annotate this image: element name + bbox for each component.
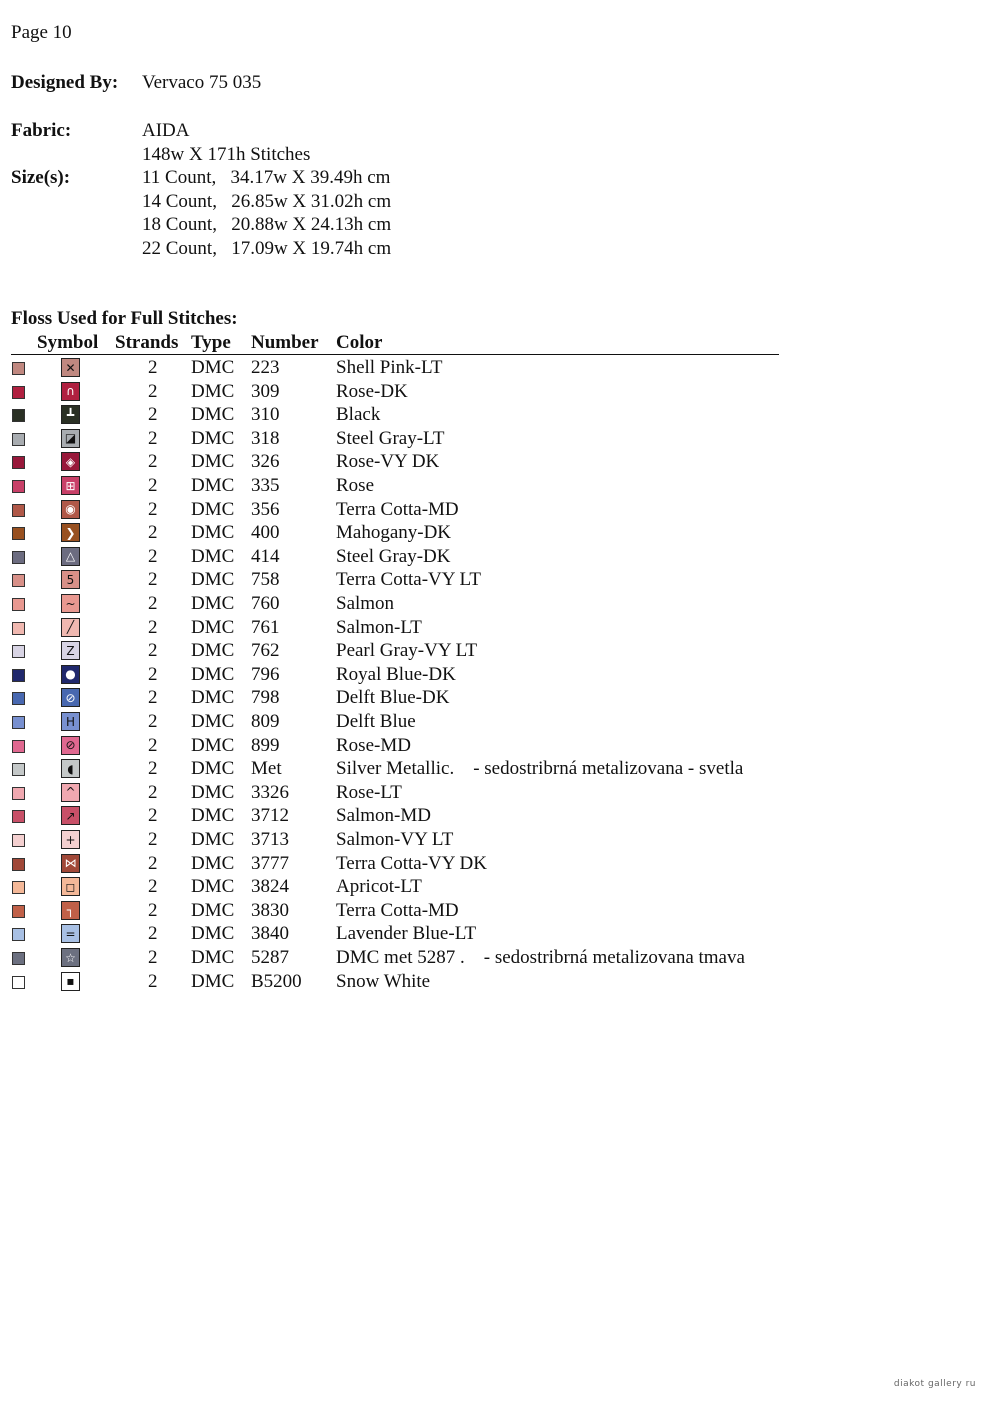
floss-strands: 2 bbox=[148, 711, 158, 732]
floss-type: DMC bbox=[191, 404, 235, 426]
color-swatch bbox=[12, 480, 25, 493]
stitch-symbol-icon: ┻ bbox=[61, 405, 80, 424]
floss-number: B5200 bbox=[251, 970, 302, 992]
floss-color: Delft Blue-DK bbox=[336, 687, 450, 709]
color-swatch bbox=[12, 928, 25, 941]
floss-number: 223 bbox=[251, 357, 280, 378]
floss-strands: 2 bbox=[148, 404, 158, 426]
floss-row bbox=[0, 593, 992, 617]
floss-number: 798 bbox=[251, 687, 280, 709]
floss-row bbox=[0, 971, 992, 995]
floss-type: DMC bbox=[191, 616, 235, 638]
color-swatch bbox=[12, 362, 25, 375]
floss-strands: 2 bbox=[148, 357, 158, 378]
stitch-symbol-icon: = bbox=[61, 924, 80, 943]
floss-type: DMC bbox=[191, 498, 235, 520]
floss-type: DMC bbox=[191, 545, 235, 567]
stitch-symbol-icon: △ bbox=[61, 547, 80, 566]
floss-number: 3326 bbox=[251, 781, 289, 803]
floss-type: DMC bbox=[191, 380, 235, 402]
color-swatch bbox=[12, 952, 25, 965]
floss-number: 796 bbox=[251, 663, 280, 685]
floss-color: Black bbox=[336, 404, 381, 426]
floss-number: 335 bbox=[251, 475, 280, 496]
floss-type: DMC bbox=[191, 475, 235, 496]
floss-type: DMC bbox=[191, 829, 235, 850]
fabric-label: Fabric: bbox=[11, 120, 72, 141]
floss-strands: 2 bbox=[148, 663, 158, 685]
floss-number: 809 bbox=[251, 711, 280, 732]
floss-type: DMC bbox=[191, 569, 235, 591]
color-swatch bbox=[12, 834, 25, 847]
floss-color: Salmon bbox=[336, 593, 395, 614]
stitch-symbol-icon: ∩ bbox=[61, 382, 80, 401]
floss-row bbox=[0, 853, 992, 877]
floss-strands: 2 bbox=[148, 427, 158, 449]
color-swatch bbox=[12, 456, 25, 469]
floss-type: DMC bbox=[191, 427, 235, 449]
floss-strands: 2 bbox=[148, 616, 158, 638]
color-swatch bbox=[12, 881, 25, 894]
color-swatch bbox=[12, 858, 25, 871]
stitch-symbol-icon: ⊞ bbox=[61, 476, 80, 495]
color-swatch bbox=[12, 386, 25, 399]
floss-color: Apricot-LT bbox=[336, 876, 422, 898]
header-strands: Strands bbox=[115, 332, 179, 353]
floss-color: Rose-VY DK bbox=[336, 451, 440, 473]
stitch-symbol-icon: ↗ bbox=[61, 806, 80, 825]
stitch-symbol-icon: ┐ bbox=[61, 901, 80, 920]
stitch-symbol-icon: ◻ bbox=[61, 877, 80, 896]
floss-strands: 2 bbox=[148, 852, 158, 874]
color-swatch bbox=[12, 504, 25, 517]
floss-type: DMC bbox=[191, 947, 235, 968]
designed-by-value: Vervaco 75 035 bbox=[142, 72, 262, 93]
floss-row bbox=[0, 923, 992, 947]
floss-color: Shell Pink-LT bbox=[336, 357, 443, 378]
floss-number: 758 bbox=[251, 569, 280, 591]
floss-color: Silver Metallic. - sedostribrná metalizovana - svetla bbox=[336, 758, 744, 780]
color-swatch bbox=[12, 598, 25, 611]
floss-number: 899 bbox=[251, 734, 280, 756]
stitch-symbol-icon: ◉ bbox=[61, 500, 80, 519]
fabric-value: AIDA bbox=[142, 120, 190, 141]
sizes-label: Size(s): bbox=[11, 167, 71, 188]
floss-number: 400 bbox=[251, 522, 280, 544]
floss-row bbox=[0, 381, 992, 405]
floss-strands: 2 bbox=[148, 569, 158, 591]
floss-strands: 2 bbox=[148, 970, 158, 992]
floss-row bbox=[0, 357, 992, 381]
watermark: diakot gallery ru bbox=[893, 1379, 976, 1389]
size-item: 22 Count, 17.09w X 19.74h cm bbox=[142, 238, 392, 259]
floss-row bbox=[0, 782, 992, 806]
floss-row bbox=[0, 805, 992, 829]
floss-number: 3777 bbox=[251, 852, 289, 874]
floss-number: 310 bbox=[251, 404, 280, 426]
color-swatch bbox=[12, 645, 25, 658]
floss-strands: 2 bbox=[148, 593, 158, 614]
floss-number: 3840 bbox=[251, 923, 289, 945]
color-swatch bbox=[12, 810, 25, 823]
floss-color: Salmon-VY LT bbox=[336, 829, 454, 850]
floss-color: Rose bbox=[336, 475, 374, 496]
floss-row bbox=[0, 404, 992, 428]
floss-row bbox=[0, 947, 992, 971]
color-swatch bbox=[12, 669, 25, 682]
floss-row bbox=[0, 711, 992, 735]
stitch-symbol-icon: ⊘ bbox=[61, 736, 80, 755]
floss-type: DMC bbox=[191, 923, 235, 945]
floss-row bbox=[0, 687, 992, 711]
color-swatch bbox=[12, 976, 25, 989]
floss-color: Terra Cotta-MD bbox=[336, 899, 459, 921]
floss-strands: 2 bbox=[148, 640, 158, 662]
floss-color: Delft Blue bbox=[336, 711, 416, 732]
stitch-symbol-icon: ~ bbox=[61, 594, 80, 613]
floss-color: Terra Cotta-MD bbox=[336, 498, 459, 520]
stitch-symbol-icon: ◖ bbox=[61, 759, 80, 778]
floss-row bbox=[0, 876, 992, 900]
floss-number: 309 bbox=[251, 380, 280, 402]
floss-color: Royal Blue-DK bbox=[336, 663, 456, 685]
floss-color: Salmon-LT bbox=[336, 616, 422, 638]
floss-type: DMC bbox=[191, 899, 235, 921]
size-item: 14 Count, 26.85w X 31.02h cm bbox=[142, 191, 392, 212]
stitch-symbol-icon: 5 bbox=[61, 570, 80, 589]
floss-strands: 2 bbox=[148, 687, 158, 709]
floss-type: DMC bbox=[191, 522, 235, 544]
floss-number: 762 bbox=[251, 640, 280, 662]
stitch-symbol-icon: Z bbox=[61, 641, 80, 660]
floss-strands: 2 bbox=[148, 923, 158, 945]
floss-strands: 2 bbox=[148, 781, 158, 803]
fabric-stitches: 148w X 171h Stitches bbox=[142, 144, 311, 165]
stitch-symbol-icon: ● bbox=[61, 665, 80, 684]
color-swatch bbox=[12, 551, 25, 564]
floss-color: Terra Cotta-VY LT bbox=[336, 569, 481, 591]
floss-color: Steel Gray-LT bbox=[336, 427, 445, 449]
floss-color: Snow White bbox=[336, 970, 431, 992]
floss-number: 3712 bbox=[251, 805, 289, 827]
floss-row bbox=[0, 617, 992, 641]
floss-section-title: Floss Used for Full Stitches: bbox=[11, 308, 238, 329]
color-swatch bbox=[12, 740, 25, 753]
floss-row bbox=[0, 522, 992, 546]
stitch-symbol-icon: ⊘ bbox=[61, 688, 80, 707]
color-swatch bbox=[12, 787, 25, 800]
floss-number: 3830 bbox=[251, 899, 289, 921]
floss-strands: 2 bbox=[148, 947, 158, 968]
color-swatch bbox=[12, 905, 25, 918]
floss-type: DMC bbox=[191, 711, 235, 732]
floss-row bbox=[0, 475, 992, 499]
floss-strands: 2 bbox=[148, 475, 158, 496]
size-item: 18 Count, 20.88w X 24.13h cm bbox=[142, 214, 392, 235]
floss-type: DMC bbox=[191, 593, 235, 614]
stitch-symbol-icon: ^ bbox=[61, 783, 80, 802]
floss-strands: 2 bbox=[148, 451, 158, 473]
floss-number: 326 bbox=[251, 451, 280, 473]
floss-strands: 2 bbox=[148, 899, 158, 921]
floss-type: DMC bbox=[191, 640, 235, 662]
floss-color: Pearl Gray-VY LT bbox=[336, 640, 478, 662]
stitch-symbol-icon: ◈ bbox=[61, 452, 80, 471]
color-swatch bbox=[12, 763, 25, 776]
floss-color: Salmon-MD bbox=[336, 805, 431, 827]
floss-strands: 2 bbox=[148, 545, 158, 567]
floss-row bbox=[0, 640, 992, 664]
floss-row bbox=[0, 758, 992, 782]
stitch-symbol-icon: ✕ bbox=[61, 358, 80, 377]
color-swatch bbox=[12, 692, 25, 705]
size-item: 11 Count, 34.17w X 39.49h cm bbox=[142, 167, 391, 188]
floss-type: DMC bbox=[191, 734, 235, 756]
floss-strands: 2 bbox=[148, 876, 158, 898]
floss-type: DMC bbox=[191, 805, 235, 827]
floss-row bbox=[0, 900, 992, 924]
header-number: Number bbox=[251, 332, 319, 353]
floss-strands: 2 bbox=[148, 829, 158, 850]
floss-number: 761 bbox=[251, 616, 280, 638]
color-swatch bbox=[12, 527, 25, 540]
floss-row bbox=[0, 428, 992, 452]
stitch-symbol-icon: ◪ bbox=[61, 429, 80, 448]
stitch-symbol-icon: + bbox=[61, 830, 80, 849]
floss-color: Mahogany-DK bbox=[336, 522, 452, 544]
floss-row bbox=[0, 829, 992, 853]
floss-type: DMC bbox=[191, 852, 235, 874]
color-swatch bbox=[12, 622, 25, 635]
floss-strands: 2 bbox=[148, 498, 158, 520]
stitch-symbol-icon: ❯ bbox=[61, 523, 80, 542]
stitch-symbol-icon: ☆ bbox=[61, 948, 80, 967]
floss-type: DMC bbox=[191, 663, 235, 685]
floss-number: Met bbox=[251, 758, 282, 780]
floss-color: Steel Gray-DK bbox=[336, 545, 451, 567]
header-divider bbox=[11, 354, 779, 355]
floss-type: DMC bbox=[191, 451, 235, 473]
color-swatch bbox=[12, 574, 25, 587]
floss-type: DMC bbox=[191, 687, 235, 709]
page-label: Page 10 bbox=[11, 22, 72, 43]
floss-number: 318 bbox=[251, 427, 280, 449]
color-swatch bbox=[12, 433, 25, 446]
floss-color: Lavender Blue-LT bbox=[336, 923, 477, 945]
stitch-symbol-icon: H bbox=[61, 712, 80, 731]
stitch-symbol-icon: ⋈ bbox=[61, 854, 80, 873]
floss-row bbox=[0, 451, 992, 475]
header-color: Color bbox=[336, 332, 383, 353]
floss-type: DMC bbox=[191, 970, 235, 992]
floss-row bbox=[0, 499, 992, 523]
floss-row bbox=[0, 735, 992, 759]
floss-row bbox=[0, 664, 992, 688]
floss-color: Rose-LT bbox=[336, 781, 402, 803]
floss-color: Rose-DK bbox=[336, 380, 408, 402]
color-swatch bbox=[12, 409, 25, 422]
floss-number: 5287 bbox=[251, 947, 289, 968]
floss-type: DMC bbox=[191, 357, 235, 378]
floss-color: DMC met 5287 . - sedostribrná metalizovana tmava bbox=[336, 947, 745, 968]
floss-type: DMC bbox=[191, 758, 235, 780]
floss-row bbox=[0, 569, 992, 593]
floss-strands: 2 bbox=[148, 380, 158, 402]
header-type: Type bbox=[191, 332, 231, 353]
floss-number: 760 bbox=[251, 593, 280, 614]
floss-strands: 2 bbox=[148, 805, 158, 827]
floss-type: DMC bbox=[191, 781, 235, 803]
floss-row bbox=[0, 546, 992, 570]
floss-strands: 2 bbox=[148, 522, 158, 544]
stitch-symbol-icon: ╱ bbox=[61, 618, 80, 637]
header-symbol: Symbol bbox=[37, 332, 99, 353]
floss-number: 3713 bbox=[251, 829, 289, 850]
floss-strands: 2 bbox=[148, 758, 158, 780]
floss-type: DMC bbox=[191, 876, 235, 898]
floss-color: Rose-MD bbox=[336, 734, 411, 756]
floss-color: Terra Cotta-VY DK bbox=[336, 852, 487, 874]
designed-by-label: Designed By: bbox=[11, 72, 119, 93]
stitch-symbol-icon: ▪ bbox=[61, 972, 80, 991]
floss-number: 3824 bbox=[251, 876, 289, 898]
color-swatch bbox=[12, 716, 25, 729]
floss-number: 414 bbox=[251, 545, 280, 567]
floss-number: 356 bbox=[251, 498, 280, 520]
floss-strands: 2 bbox=[148, 734, 158, 756]
